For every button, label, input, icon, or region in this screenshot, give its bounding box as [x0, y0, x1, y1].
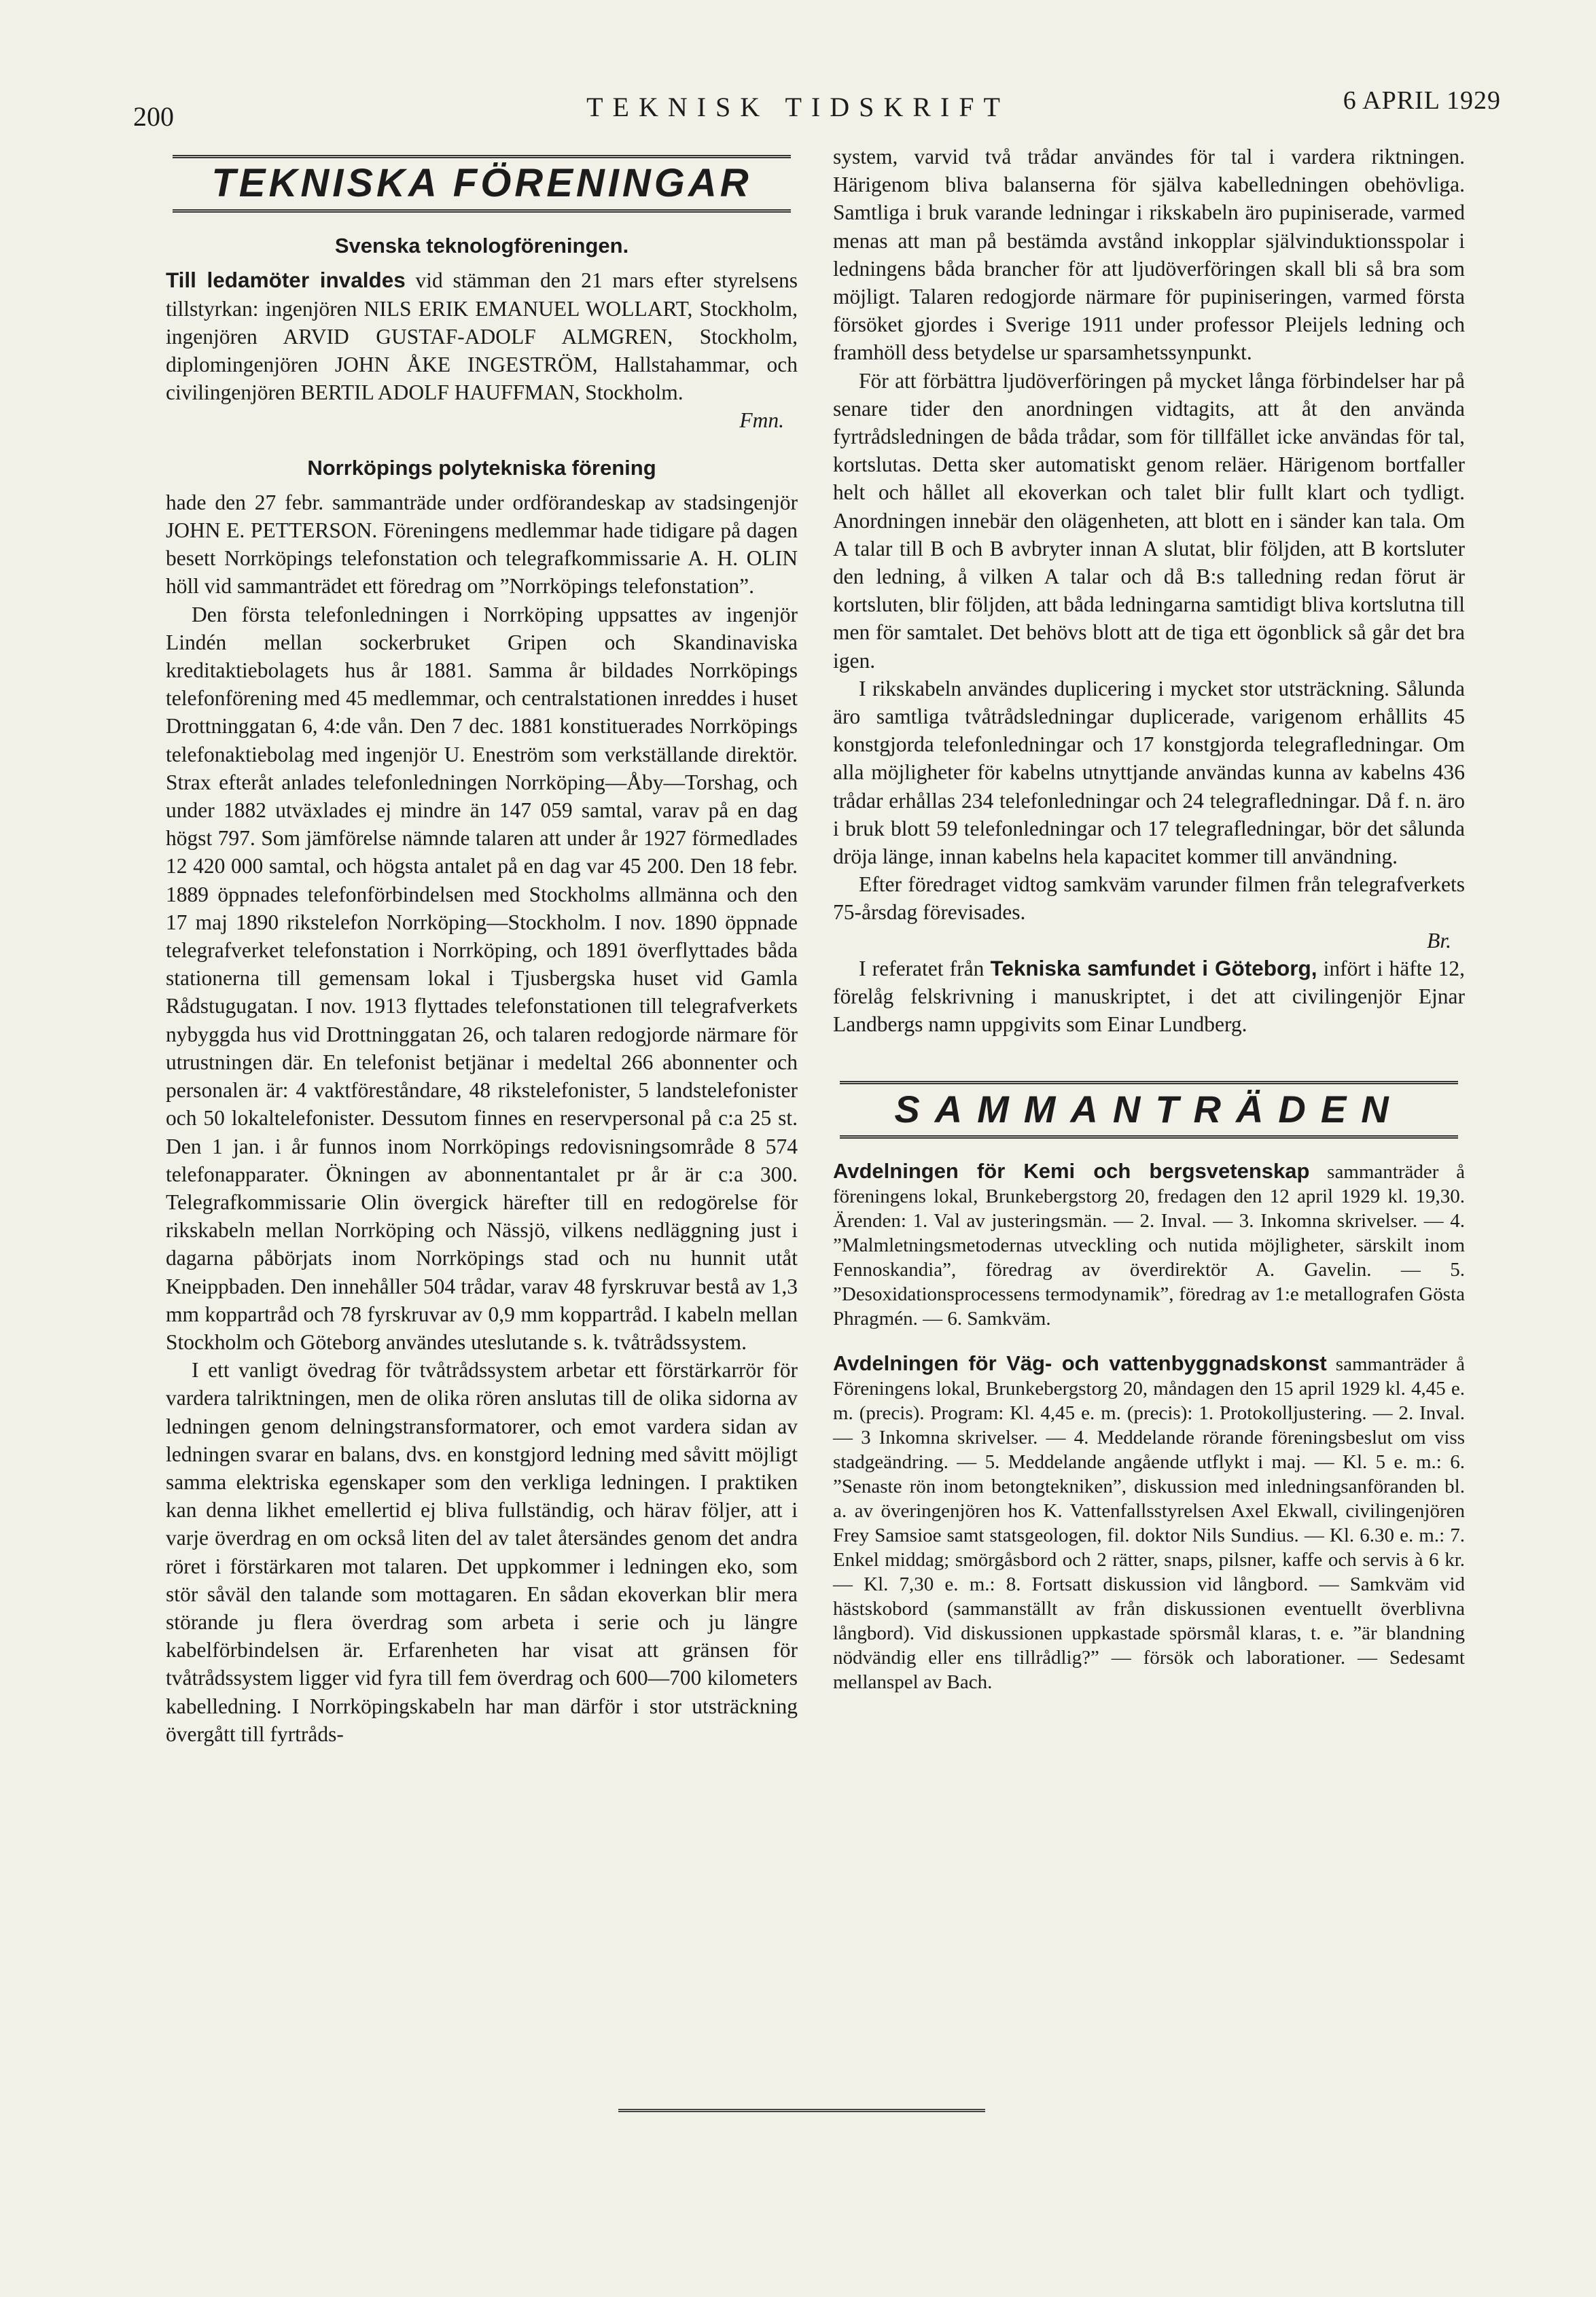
norrkoping-heading: Norrköpings polytekniska förening — [307, 455, 656, 480]
meeting-vag-vatten — [833, 1351, 1465, 1694]
right-paragraph-1: system, varvid två trådar användes för tal i vardera riktningen. Härigenom bliva balanserna för själva kabelledningen obehövliga. Samtliga i bruk varande ledningar i rikskabeln äro pupiniserade, varmed menas att man på bestämda avstånd inkopplar självinduktionsspolar i ledningens båda brancher för att ljudöverföringen skall bli så bra som möjligt. Talaren redogjorde närmare för pupiniseringen, varmed första försöket gjordes i Sverige 1911 under professor Pleijels ledning och framhöll dess betydelse ur sparsamhetssynpunkt. — [833, 145, 1465, 365]
bottom-divider — [618, 2109, 985, 2112]
right-paragraph-4: Efter föredraget vidtog samkväm varunder filmen från telegrafverkets 75-årsdag förevisades. — [833, 872, 1465, 925]
svenska-signature: Fmn. — [739, 408, 784, 433]
svenska-lead: Till ledamöter invaldes — [166, 268, 406, 293]
correction-note — [833, 955, 1465, 1039]
svenska-teknologforeningen-heading: Svenska teknologföreningen. — [334, 234, 629, 258]
right-signature: Br. — [1427, 928, 1451, 952]
right-paragraph-2: För att förbättra ljudöverföringen på mycket långa förbindelser har på senare tider den anordningen vidtagits, att åt den använda fyrtrådsledningen de båda trådar, som för tillfället icke användas för tal, kortslutas. Detta sker automatiskt genom reläer. Härigenom bortfaller helt och hållet all ekoverkan och talet blir fullt klart och tydligt. Anordningen innebär den olägenheten, att blott en i sänder kan tala. Om A talar till B och B avbryter innan A slutat, blir följden, att B kortsluter den ledning, å vilken A talar och då B:s talledning redan förut är kortsluten, blir följden, att båda ledningarna samtidigt bliva kortslutna till men för samtalet. Det behövs blott att de tiga ett ögonblick så går det bra igen. — [833, 368, 1465, 673]
meeting-vag-vatten-text: sammanträder å Föreningens lokal, Brunkebergstorg 20, måndagen den 15 april 1929 kl. 4,45 e. m. (precis). Program: Kl. 4,45 e. m. (precis): 1. Protokolljustering. — 2. Inval. — 3 Inkomna skrivelser. — 4. Meddelande rörande föreningsbeslut om viss stadgeändring. — 5. Meddelande angående utflykt i maj. — Kl. 5 e. m.: 6. ”Senaste rön inom betongtekniken”, diskussion med inledningsanföranden bl. a. av överingenjören hos K. Vattenfallsstyrelsen Axel Ekwall, civilingenjören Frey Samsioe samt statsgeologen, fil. doktor Nils Sundius. — Kl. 6.30 e. m.: 7. Enkel middag; smörgåsbord och 2 rätter, snaps, pilsner, kaffe och servis à 6 kr. — Kl. 7,30 e. m.: 8. Fortsatt diskussion vid långbord. — Samkväm vid hästskobord (sammanställt av från diskussionen eventuellt överblivna långbord). Vid diskussionen uppkastade spörsmål klaras, t. e. ”är blandning nödvändig eller ens tillrådlig?” — försök och laborationer. — Sedesamt mellanspel av Bach. — [833, 1353, 1466, 1693]
page-header — [0, 80, 1596, 132]
right-paragraph-3: I rikskabeln användes duplicering i mycket stor utsträckning. Sålunda äro samtliga tvåtrådsledningar duplicerade, varigenom erhållits 45 konstgjorda telefonledningar och 17 konstgjorda telegrafledningar. Om alla möjligheter för kabelns utnyttjande användas kunna av kabelns 436 trådar erhållas 234 telefonledningar och 24 telegrafledningar. Då f. n. äro i bruk blott 59 telefonledningar och 17 telegrafledningar, bör det sålunda dröja länge, innan kabelns hela kapacitet kommer till användning. — [833, 676, 1465, 869]
meeting-kemi-title: Avdelningen för Kemi och bergsvetenskap — [833, 1158, 1310, 1183]
svenska-body: vid stämman den 21 mars efter styrelsens tillstyrkan: ingenjören NILS ERIK EMANUEL WOLLART, Stockholm, ingenjören ARVID GUSTAF-ADOLF ALMGREN, Stockholm, diplomingenjören JOHN ÅKE INGESTRÖM, Hallstahammar, och civilingenjören BERTIL ADOLF HAUFFMAN, Stockholm. — [166, 268, 798, 405]
meeting-kemi-text: sammanträder å föreningens lokal, Brunkebergstorg 20, fredagen den 12 april 1929 kl. 19,30. Ärenden: 1. Val av justeringsmän. — 2. Inval. — 3. Inkomna skrivelser. — 4. ”Malmletningsmetodernas utveckling och nutida möjligheter, särskilt inom Fennoskandia”, föredrag av överdirektör A. Gavelin. — 5. ”Desoxidationsprocessens termodynamik”, föredrag av 1:e metallografen Gösta Phragmén. — 6. Samkväm. — [833, 1160, 1465, 1330]
section-banner-tekniska-foreningar: TEKNISKA FÖRENINGAR — [173, 155, 791, 213]
meeting-vag-vatten-title: Avdelningen för Väg- och vattenbyggnadskonst — [833, 1351, 1327, 1375]
svenska-teknologforeningen-text — [166, 266, 798, 406]
norrkoping-paragraph-2: Den första telefonledningen i Norrköping uppsattes av ingenjör Lindén mellan sockerbruket Gripen och Skandinaviska kreditaktiebolagets hus år 1881. Samma år bildades Norrköpings telefonförening med 45 medlemmar, och centralstationen inreddes i huset Drottninggatan 6, 4:de vån. Den 7 dec. 1881 konstituerades Norrköpings telefonaktiebolag med ingenjör U. Eneström som verkställande direktör. Strax efteråt anlades telefonledningen Norrköping—Åby—Torshag, och under 1882 utväxlades ej mindre än 147 059 samtal, varav på en dag högst 797. Som jämförelse nämnde talaren att under år 1927 förmedlades 12 420 000 samtal, och högsta antalet på en dag var 45 200. Den 18 febr. 1889 öppnades telefonförbindelsen med Stockholms allmänna och den 17 maj 1890 rikstelefon Norrköping—Stockholm. I nov. 1890 öppnade telegrafverket telefonstation i Norrköping, och 1891 överflyttades båda stationerna till gemensam lokal i Tjusbergska huset vid Gamla Rådstugugatan. I nov. 1913 flyttades telefonstationen till telegrafverkets nybyggda hus vid Drottninggatan 26, och talaren redogjorde närmare för utrustningen där. En telefonist betjänar i medeltal 266 abonnenter och personalen är: 4 vaktföreståndare, 48 rikstelefonister, 5 landstelefonister och 50 lokaltelefonister. Dessutom finnes en reservpersonal på c:a 25 st. Den 1 jan. i år funnos inom Norrköpings redovisningsområde 8 574 telefonapparater. Ökningen av abonnentantalet pr år är c:a 300. Telegrafkommissarie Olin övergick härefter till en redogörelse för rikskabeln mellan Norrköping och Nässjö, vilkens nedläggning just i dagarna påbörjats inom Norrköpings stad och nu hunnit utåt Kneippbaden. Den innehåller 504 trådar, varav 48 fyrskruvar bestå av 1,3 mm koppartråd och 78 fyrskruvar av 0,9 mm koppartråd. I kabeln mellan Stockholm och Göteborg användes uteslutande s. k. tvåtrådssystem. — [166, 602, 798, 1354]
correction-note-bold: Tekniska samfundet i Göteborg, — [990, 955, 1317, 980]
section-banner-sammantraden: SAMMANTRÄDEN — [840, 1081, 1458, 1139]
meeting-kemi — [833, 1159, 1465, 1331]
journal-title: TEKNISK TIDSKRIFT — [586, 92, 1010, 122]
correction-note-pre: I referatet från — [859, 956, 985, 980]
issue-date: 6 APRIL 1929 — [1343, 86, 1501, 115]
norrkoping-paragraph-3: I ett vanligt övedrag för tvåtrådssystem arbetar ett förstärkarrör för vardera talriktningen, men de olika rören anslutas till de olika sidorna av ledningen genom delningstransformatorer, och emot vardera sidan av ledningen svarar en balans, dvs. en konstgjord ledning med såvitt möjligt samma elektriska egenskaper som den verkliga ledningen. I praktiken kan denna likhet emellertid ej bliva fullständig, och härav följer, att i varje överdrag en om också liten del av talet återsändes genom det andra röret i förstärkaren mot talaren. Det uppkommer i ledningen eko, som stör såväl den talande som mottagaren. En sådan ekoverkan blir mera störande ju flera överdrag som arbeta i serie och ju längre kabelförbindelsen är. Erfarenheten har visat att gränsen för tvåtrådssystem ligger vid fyra till fem överdrag och 600—700 kilometers kabelledning. I Norrköpingskabeln har man därför i stor utsträckning övergått till fyrtråds- — [166, 1358, 798, 1746]
page-number: 200 — [133, 101, 174, 132]
right-column — [833, 143, 1465, 1694]
left-column — [166, 143, 798, 1748]
norrkoping-paragraph-1: hade den 27 febr. sammanträde under ordförandeskap av stadsingenjör JOHN E. PETTERSON. Föreningens medlemmar hade tidigare på dagen besett Norrköpings telefonstation och telegrafkommissarie A. H. OLIN höll vid sammanträdet ett föredrag om ”Norrköpings telefonstation”. — [166, 490, 798, 599]
correction-note-post: infört i häfte 12, förelåg felskrivning i manuskriptet, i det att civilingenjör Ejnar Landbergs namn uppgivits som Einar Lundberg. — [833, 956, 1465, 1037]
